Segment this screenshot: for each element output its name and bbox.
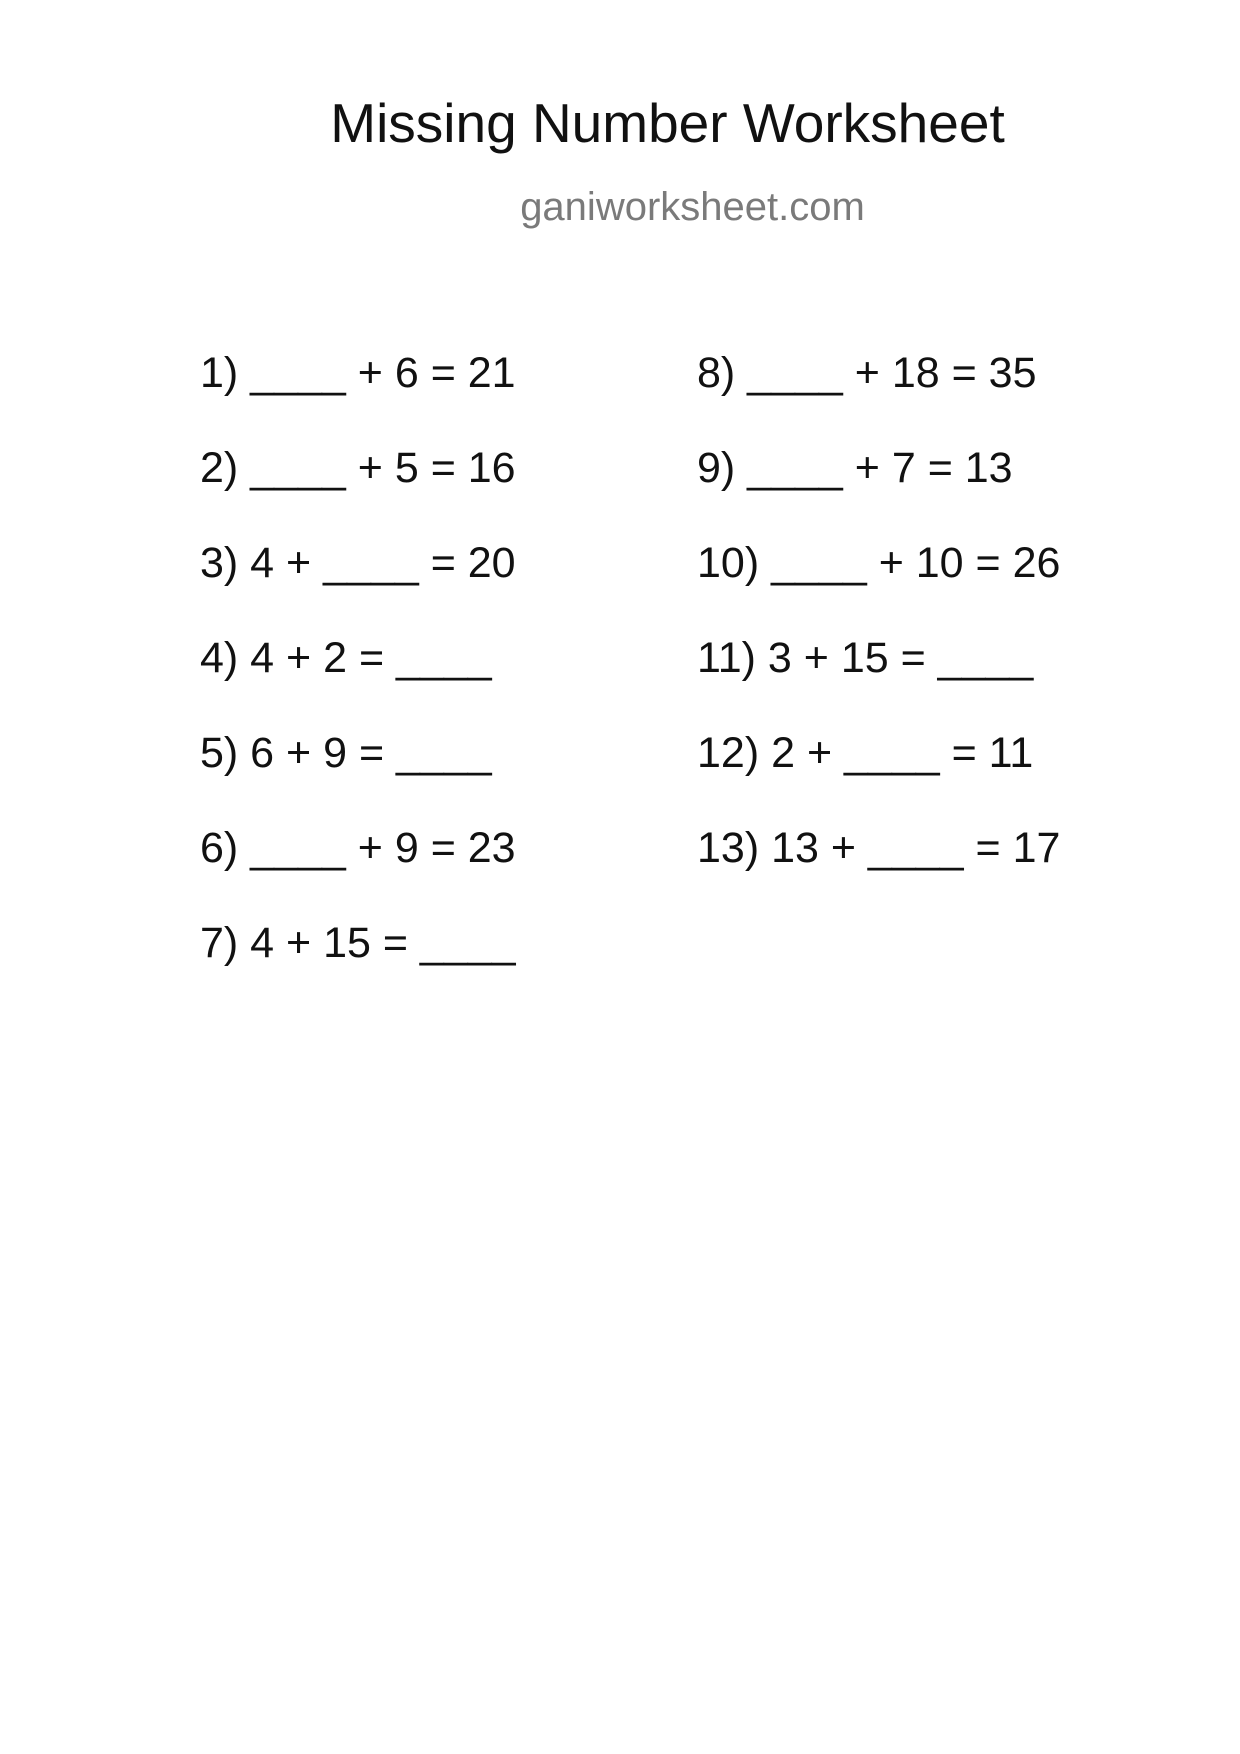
- problem-item: 7) 4 + 15 = ____: [200, 919, 516, 967]
- problem-item: 13) 13 + ____ = 17: [697, 824, 1061, 872]
- problem-item: 11) 3 + 15 = ____: [697, 634, 1034, 682]
- problem-item: 10) ____ + 10 = 26: [697, 539, 1061, 587]
- problem-item: 3) 4 + ____ = 20: [200, 539, 516, 587]
- problem-item: 2) ____ + 5 = 16: [200, 444, 516, 492]
- site-url: ganiworksheet.com: [520, 185, 865, 229]
- problem-column-right: [697, 349, 1061, 922]
- problem-column-left: [200, 349, 516, 1017]
- problem-item: 5) 6 + 9 = ____: [200, 729, 492, 777]
- problem-item: 9) ____ + 7 = 13: [697, 444, 1013, 492]
- problem-item: 12) 2 + ____ = 11: [697, 729, 1034, 777]
- problem-item: 6) ____ + 9 = 23: [200, 824, 516, 872]
- worksheet-title: Missing Number Worksheet: [330, 92, 1005, 154]
- problem-item: 4) 4 + 2 = ____: [200, 634, 492, 682]
- problem-item: 1) ____ + 6 = 21: [200, 349, 516, 397]
- problem-item: 8) ____ + 18 = 35: [697, 349, 1037, 397]
